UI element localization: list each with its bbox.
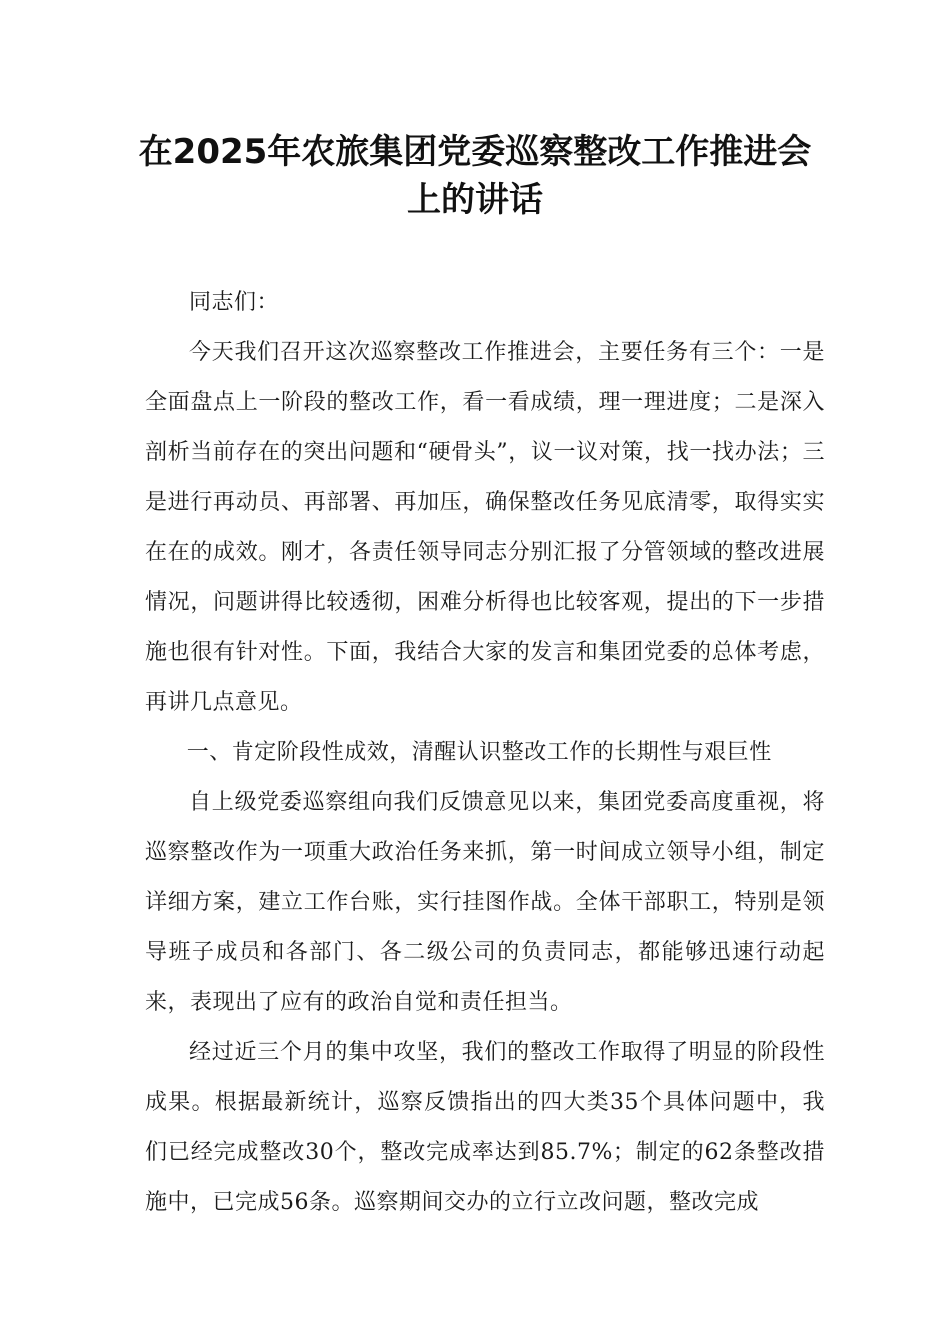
section-paragraph: 自上级党委巡察组向我们反馈意见以来，集团党委高度重视，将巡察整改作为一项重大政治任务来抓，第一时间成立领导小组，制定详细方案，建立工作台账，实行挂图作战。全体干部职工，特别是领导班子成员和各部门、各二级公司的负责同志，都能够迅速行动起来，表现出了应有的政治自觉和责任担当。 <box>145 790 825 1015</box>
document-body <box>145 278 825 1228</box>
salutation: 同志们： <box>189 290 280 315</box>
intro-paragraph: 今天我们召开这次巡察整改工作推进会，主要任务有三个：一是全面盘点上一阶段的整改工作，看一看成绩，理一理进度；二是深入剖析当前存在的突出问题和“硬骨头”，议一议对策，找一找办法；三是进行再动员、再部署、再加压，确保整改任务见底清零，取得实实在在的成效。刚才，各责任领导同志分别汇报了分管领域的整改进展情况，问题讲得比较透彻，困难分析得也比较客观，提出的下一步措施也很有针对性。下面，我结合大家的发言和集团党委的总体考虑，再讲几点意见。 <box>145 340 825 715</box>
section-heading: 一、肯定阶段性成效，清醒认识整改工作的长期性与艰巨性 <box>186 740 772 765</box>
document-title: 在2025年农旅集团党委巡察整改工作推进会上的讲话 <box>138 132 812 220</box>
section-paragraph: 经过近三个月的集中攻坚，我们的整改工作取得了明显的阶段性成果。根据最新统计，巡察反馈指出的四大类35个具体问题中，我们已经完成整改30个，整改完成率达到85.7%；制定的62条整改措施中，已完成56条。巡察期间交办的立行立改问题，整改完成 <box>145 1040 825 1215</box>
